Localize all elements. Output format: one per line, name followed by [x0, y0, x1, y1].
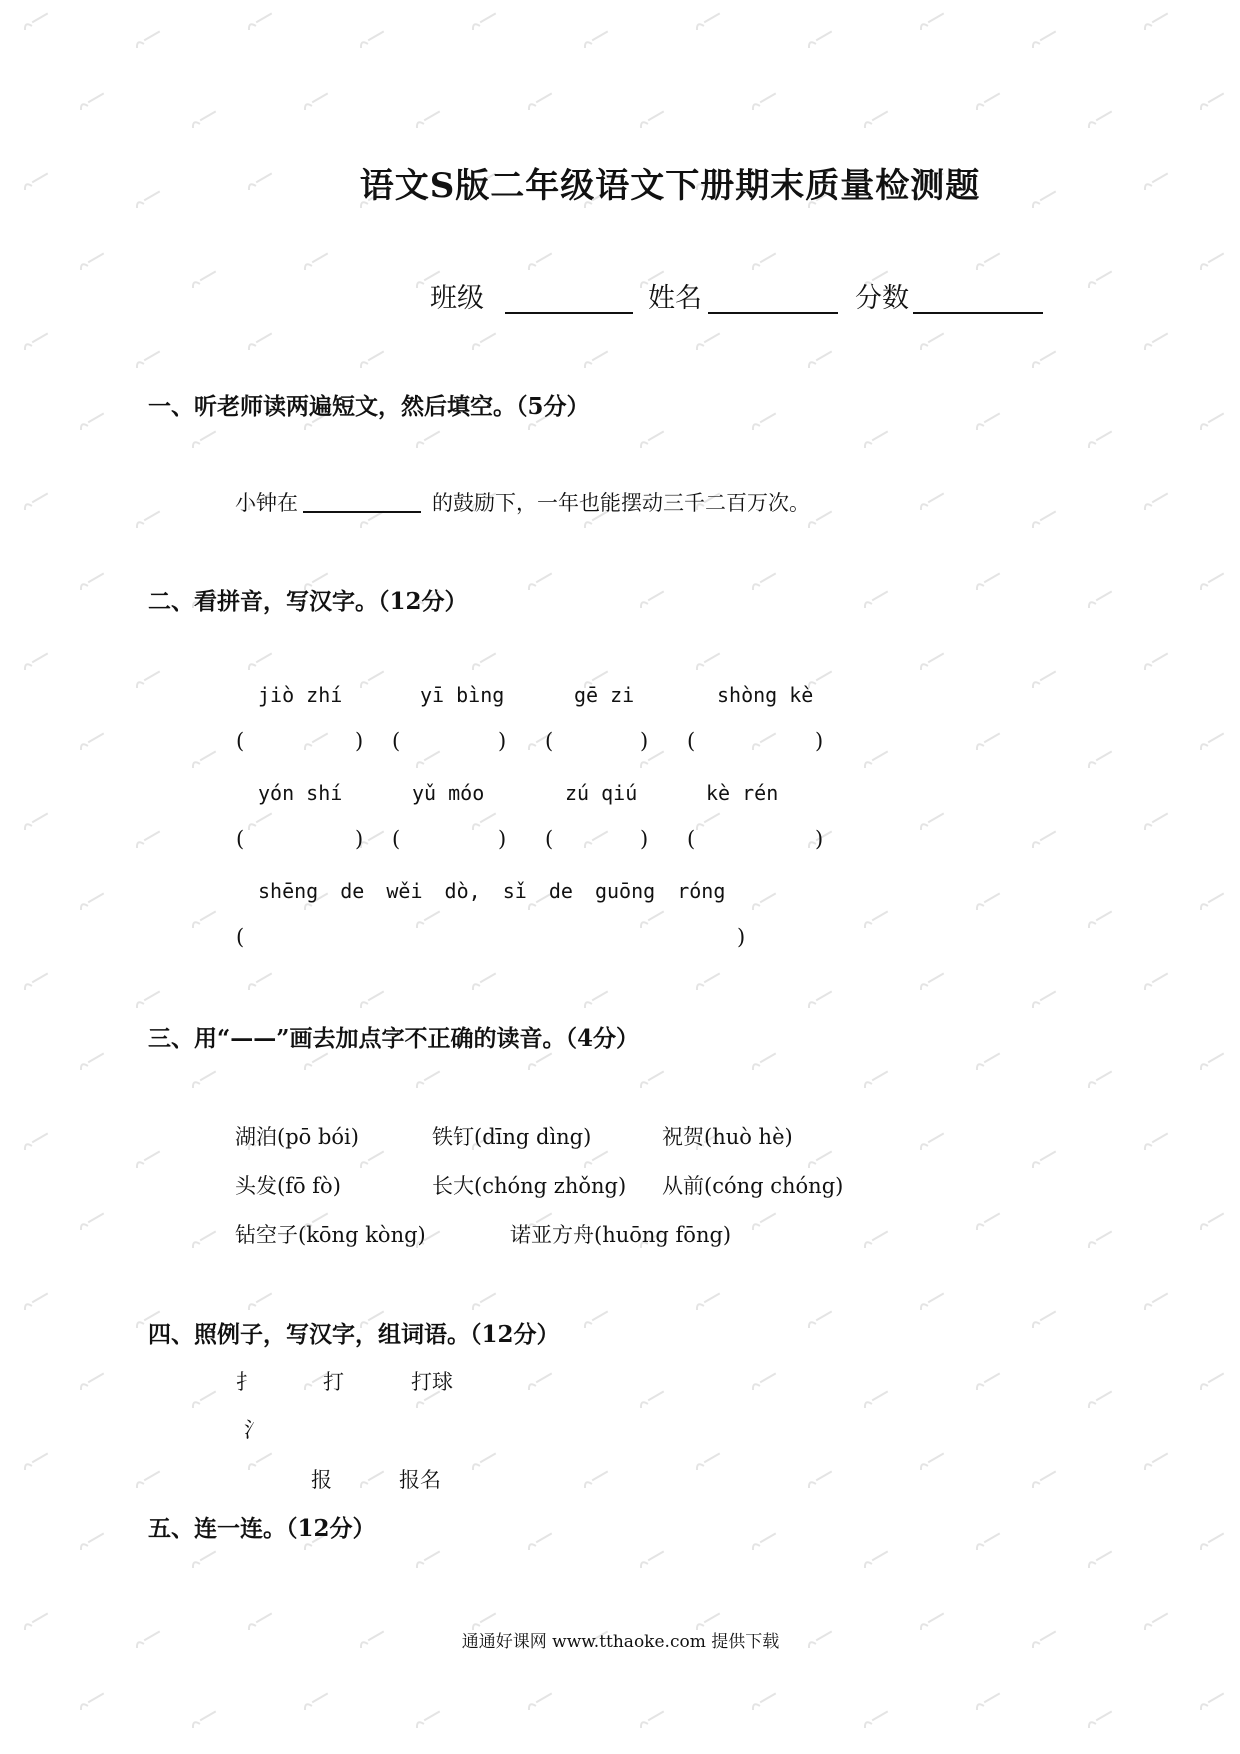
- watermark-mark: [135, 31, 161, 48]
- watermark-mark: [1031, 31, 1057, 48]
- watermark-mark: [695, 1293, 721, 1310]
- watermark-mark: [919, 333, 945, 350]
- answer-close-paren: ): [640, 827, 649, 851]
- watermark-mark: [751, 1053, 777, 1070]
- watermark-mark: [751, 733, 777, 750]
- watermark-mark: [751, 253, 777, 270]
- watermark-mark: [807, 991, 833, 1008]
- answer-open-paren: (: [392, 827, 401, 851]
- watermark-mark: [79, 893, 105, 910]
- watermark-mark: [1031, 511, 1057, 528]
- watermark-mark: [919, 13, 945, 30]
- watermark-mark: [23, 333, 49, 350]
- watermark-mark: [863, 431, 889, 448]
- watermark-mark: [191, 1391, 217, 1408]
- watermark-mark: [583, 351, 609, 368]
- watermark-mark: [471, 1293, 497, 1310]
- answer-open-paren: (: [687, 729, 696, 753]
- name-field[interactable]: [708, 282, 838, 314]
- watermark-mark: [359, 511, 385, 528]
- watermark-mark: [135, 671, 161, 688]
- pinyin-item: kè rén: [706, 781, 779, 805]
- watermark-mark: [975, 1373, 1001, 1390]
- watermark-mark: [191, 1711, 217, 1728]
- watermark-mark: [23, 813, 49, 830]
- watermark-mark: [415, 1551, 441, 1568]
- watermark-mark: [975, 413, 1001, 430]
- answer-close-paren: ): [815, 729, 824, 753]
- example-char: 打: [323, 1370, 344, 1394]
- watermark-mark: [247, 13, 273, 30]
- watermark-mark: [415, 1071, 441, 1088]
- watermark-mark: [1087, 911, 1113, 928]
- watermark-mark: [919, 813, 945, 830]
- watermark-mark: [1199, 253, 1225, 270]
- watermark-mark: [919, 653, 945, 670]
- watermark-mark: [1087, 1231, 1113, 1248]
- watermark-mark: [23, 13, 49, 30]
- name-label: 姓名: [648, 283, 702, 314]
- section-3-heading: 三、用“——”画去加点字不正确的读音。（4分）: [148, 1025, 639, 1052]
- watermark-mark: [639, 1391, 665, 1408]
- watermark-mark: [1031, 831, 1057, 848]
- answer-close-paren: ): [815, 827, 824, 851]
- watermark-mark: [639, 1551, 665, 1568]
- watermark-mark: [975, 733, 1001, 750]
- s1-prefix: 小钟在: [235, 491, 298, 515]
- section-4-heading: 四、照例子，写汉字，组词语。（12分）: [148, 1321, 560, 1348]
- watermark-mark: [79, 1533, 105, 1550]
- watermark-mark: [751, 573, 777, 590]
- watermark-mark: [79, 573, 105, 590]
- watermark-mark: [1087, 1071, 1113, 1088]
- watermark-mark: [247, 653, 273, 670]
- watermark-mark: [695, 13, 721, 30]
- watermark-mark: [975, 1213, 1001, 1230]
- watermark-mark: [583, 31, 609, 48]
- watermark-mark: [527, 1533, 553, 1550]
- watermark-mark: [1143, 653, 1169, 670]
- watermark-mark: [471, 813, 497, 830]
- watermark-mark: [191, 1231, 217, 1248]
- s1-suffix: 的鼓励下，一年也能摆动三千二百万次。: [432, 491, 810, 515]
- watermark-mark: [79, 253, 105, 270]
- watermark-mark: [863, 1711, 889, 1728]
- watermark-mark: [919, 493, 945, 510]
- answer-open-paren: (: [545, 729, 554, 753]
- watermark-mark: [247, 973, 273, 990]
- watermark-mark: [1143, 1453, 1169, 1470]
- watermark-mark: [527, 1373, 553, 1390]
- watermark-mark: [527, 1693, 553, 1710]
- watermark-mark: [695, 973, 721, 990]
- watermark-mark: [807, 1311, 833, 1328]
- watermark-mark: [751, 1693, 777, 1710]
- watermark-mark: [1031, 351, 1057, 368]
- watermark-mark: [1087, 431, 1113, 448]
- watermark-mark: [1143, 493, 1169, 510]
- watermark-mark: [975, 253, 1001, 270]
- pinyin-sentence: shēng de wěi dò, sǐ de guōng róng: [258, 879, 726, 903]
- watermark-mark: [1199, 573, 1225, 590]
- watermark-mark: [79, 1053, 105, 1070]
- watermark-mark: [639, 751, 665, 768]
- answer-close-paren: ): [737, 925, 746, 949]
- class-label: 班级: [430, 283, 484, 314]
- watermark-mark: [359, 31, 385, 48]
- watermark-mark: [583, 831, 609, 848]
- watermark-mark: [1143, 13, 1169, 30]
- watermark-mark: [1031, 991, 1057, 1008]
- watermark-mark: [1087, 271, 1113, 288]
- watermark-mark: [807, 351, 833, 368]
- watermark-mark: [695, 333, 721, 350]
- reading-item: 头发(fō fò): [235, 1174, 341, 1198]
- watermark-mark: [303, 93, 329, 110]
- reading-item: 诺亚方舟(huōng fōng): [510, 1223, 732, 1247]
- reading-item: 祝贺(huò hè): [662, 1125, 793, 1149]
- section-5-heading: 五、连一连。（12分）: [148, 1515, 376, 1542]
- watermark-mark: [1031, 1471, 1057, 1488]
- watermark-mark: [1199, 733, 1225, 750]
- watermark-mark: [527, 93, 553, 110]
- watermark-mark: [191, 271, 217, 288]
- watermark-mark: [303, 1053, 329, 1070]
- reading-item: 长大(chóng zhǒng): [432, 1174, 627, 1198]
- watermark-mark: [1143, 1293, 1169, 1310]
- watermark-mark: [1143, 333, 1169, 350]
- watermark-mark: [415, 111, 441, 128]
- score-label: 分数: [855, 283, 909, 314]
- watermark-mark: [135, 1151, 161, 1168]
- watermark-mark: [191, 431, 217, 448]
- watermark-mark: [79, 1213, 105, 1230]
- watermark-mark: [191, 1071, 217, 1088]
- example-char: 报: [311, 1468, 332, 1492]
- watermark-mark: [863, 591, 889, 608]
- watermark-mark: [919, 1293, 945, 1310]
- watermark-mark: [1087, 751, 1113, 768]
- watermark-mark: [359, 351, 385, 368]
- pinyin-item: yón shí: [258, 781, 343, 805]
- watermark-mark: [191, 751, 217, 768]
- watermark-mark: [471, 333, 497, 350]
- answer-open-paren: (: [545, 827, 554, 851]
- watermark-mark: [807, 1151, 833, 1168]
- watermark-mark: [639, 591, 665, 608]
- watermark-mark: [415, 911, 441, 928]
- radical: 氵: [244, 1418, 265, 1442]
- watermark-mark: [751, 93, 777, 110]
- watermark-mark: [919, 1133, 945, 1150]
- watermark-mark: [303, 253, 329, 270]
- example-word: 打球: [411, 1370, 453, 1394]
- watermark-mark: [1143, 973, 1169, 990]
- watermark-mark: [1199, 1693, 1225, 1710]
- watermark-mark: [1087, 1711, 1113, 1728]
- reading-item: 湖泊(pō bói): [235, 1125, 359, 1149]
- answer-close-paren: ): [640, 729, 649, 753]
- watermark-mark: [191, 1551, 217, 1568]
- watermark-mark: [639, 111, 665, 128]
- watermark-mark: [1199, 413, 1225, 430]
- pinyin-item: gē zi: [574, 683, 635, 707]
- watermark-mark: [191, 911, 217, 928]
- watermark-mark: [359, 671, 385, 688]
- watermark-mark: [23, 1293, 49, 1310]
- answer-open-paren: (: [392, 729, 401, 753]
- watermark-mark: [135, 351, 161, 368]
- watermark-mark: [79, 413, 105, 430]
- answer-open-paren: (: [236, 729, 245, 753]
- watermark-mark: [1199, 1213, 1225, 1230]
- score-field[interactable]: [913, 282, 1043, 314]
- reading-item: 钻空子(kōng kòng): [235, 1223, 426, 1247]
- watermark-mark: [695, 1453, 721, 1470]
- watermark-mark: [303, 1693, 329, 1710]
- watermark-mark: [1087, 111, 1113, 128]
- watermark-mark: [1199, 893, 1225, 910]
- watermark-mark: [751, 1213, 777, 1230]
- watermark-mark: [975, 893, 1001, 910]
- watermark-mark: [359, 1471, 385, 1488]
- class-field[interactable]: [505, 282, 633, 314]
- answer-close-paren: ): [498, 827, 507, 851]
- watermark-mark: [191, 111, 217, 128]
- watermark-mark: [471, 1453, 497, 1470]
- example-word: 报名: [399, 1468, 441, 1492]
- answer-close-paren: ): [355, 827, 364, 851]
- watermark-mark: [863, 751, 889, 768]
- radical: 扌: [236, 1370, 257, 1394]
- watermark-mark: [79, 1373, 105, 1390]
- watermark-mark: [695, 813, 721, 830]
- pinyin-item: yī bìng: [420, 683, 505, 707]
- watermark-mark: [1143, 1133, 1169, 1150]
- watermark-mark: [639, 1711, 665, 1728]
- watermark-mark: [471, 973, 497, 990]
- watermark-mark: [639, 911, 665, 928]
- watermark-mark: [975, 1693, 1001, 1710]
- watermark-mark: [359, 991, 385, 1008]
- s1-blank[interactable]: [303, 484, 421, 513]
- section-2-heading: 二、看拼音，写汉字。（12分）: [148, 588, 468, 615]
- answer-open-paren: (: [236, 827, 245, 851]
- pinyin-item: zú qiú: [565, 781, 638, 805]
- watermark-mark: [863, 911, 889, 928]
- watermark-mark: [975, 573, 1001, 590]
- watermark-mark: [975, 1053, 1001, 1070]
- reading-item: 铁钉(dīng dìng): [432, 1125, 592, 1149]
- watermark-mark: [415, 1711, 441, 1728]
- watermark-mark: [527, 1053, 553, 1070]
- watermark-mark: [23, 1453, 49, 1470]
- watermark-mark: [79, 733, 105, 750]
- watermark-mark: [471, 13, 497, 30]
- answer-open-paren: (: [236, 925, 245, 949]
- answer-close-paren: ): [355, 729, 364, 753]
- pinyin-item: shòng kè: [717, 683, 814, 707]
- watermark-mark: [1031, 671, 1057, 688]
- watermark-mark: [527, 253, 553, 270]
- watermark-mark: [415, 751, 441, 768]
- watermark-mark: [975, 1533, 1001, 1550]
- watermark-mark: [135, 1471, 161, 1488]
- watermark-mark: [639, 1071, 665, 1088]
- watermark-mark: [135, 511, 161, 528]
- watermark-mark: [639, 431, 665, 448]
- watermark-mark: [1031, 1151, 1057, 1168]
- watermark-mark: [863, 1551, 889, 1568]
- watermark-mark: [1199, 1373, 1225, 1390]
- watermark-mark: [975, 93, 1001, 110]
- watermark-mark: [919, 1453, 945, 1470]
- watermark-mark: [1199, 93, 1225, 110]
- watermark-mark: [863, 1231, 889, 1248]
- page-title: 语文S版二年级语文下册期末质量检测题: [359, 166, 981, 206]
- watermark-mark: [79, 1693, 105, 1710]
- watermark-mark: [1087, 1551, 1113, 1568]
- watermark-mark: [135, 831, 161, 848]
- watermark-mark: [751, 1373, 777, 1390]
- watermark-mark: [359, 1151, 385, 1168]
- watermark-mark: [751, 413, 777, 430]
- watermark-mark: [247, 813, 273, 830]
- watermark-mark: [751, 893, 777, 910]
- watermark-mark: [247, 1453, 273, 1470]
- watermark-mark: [135, 991, 161, 1008]
- watermark-mark: [1143, 813, 1169, 830]
- reading-item: 从前(cóng chóng): [662, 1174, 844, 1198]
- watermark-mark: [695, 653, 721, 670]
- watermark-mark: [583, 1311, 609, 1328]
- watermark-mark: [863, 1071, 889, 1088]
- watermark-mark: [919, 973, 945, 990]
- watermark-mark: [247, 1293, 273, 1310]
- watermark-mark: [23, 653, 49, 670]
- watermark-mark: [527, 573, 553, 590]
- watermark-mark: [807, 511, 833, 528]
- pinyin-item: jiò zhí: [258, 683, 343, 707]
- watermark-mark: [583, 1151, 609, 1168]
- watermark-mark: [23, 1133, 49, 1150]
- watermark-mark: [583, 991, 609, 1008]
- watermark-mark: [1087, 1391, 1113, 1408]
- watermark-mark: [751, 1533, 777, 1550]
- answer-close-paren: ): [498, 729, 507, 753]
- answer-open-paren: (: [687, 827, 696, 851]
- watermark-mark: [471, 653, 497, 670]
- watermark-mark: [415, 431, 441, 448]
- watermark-mark: [23, 493, 49, 510]
- watermark-mark: [1087, 591, 1113, 608]
- footer-credit: 通通好课网 www.tthaoke.com 提供下载: [461, 1632, 780, 1652]
- watermark-mark: [863, 1391, 889, 1408]
- watermark-mark: [583, 1471, 609, 1488]
- watermark-mark: [1199, 1533, 1225, 1550]
- watermark-mark: [863, 111, 889, 128]
- watermark-mark: [79, 93, 105, 110]
- watermark-mark: [1031, 1311, 1057, 1328]
- watermark-mark: [807, 1471, 833, 1488]
- watermark-mark: [807, 31, 833, 48]
- watermark-mark: [23, 973, 49, 990]
- pinyin-item: yǔ móo: [412, 781, 485, 805]
- watermark-mark: [247, 333, 273, 350]
- watermark-mark: [1199, 1053, 1225, 1070]
- section-1-heading: 一、听老师读两遍短文，然后填空。（5分）: [148, 393, 590, 420]
- watermark-mark: [303, 733, 329, 750]
